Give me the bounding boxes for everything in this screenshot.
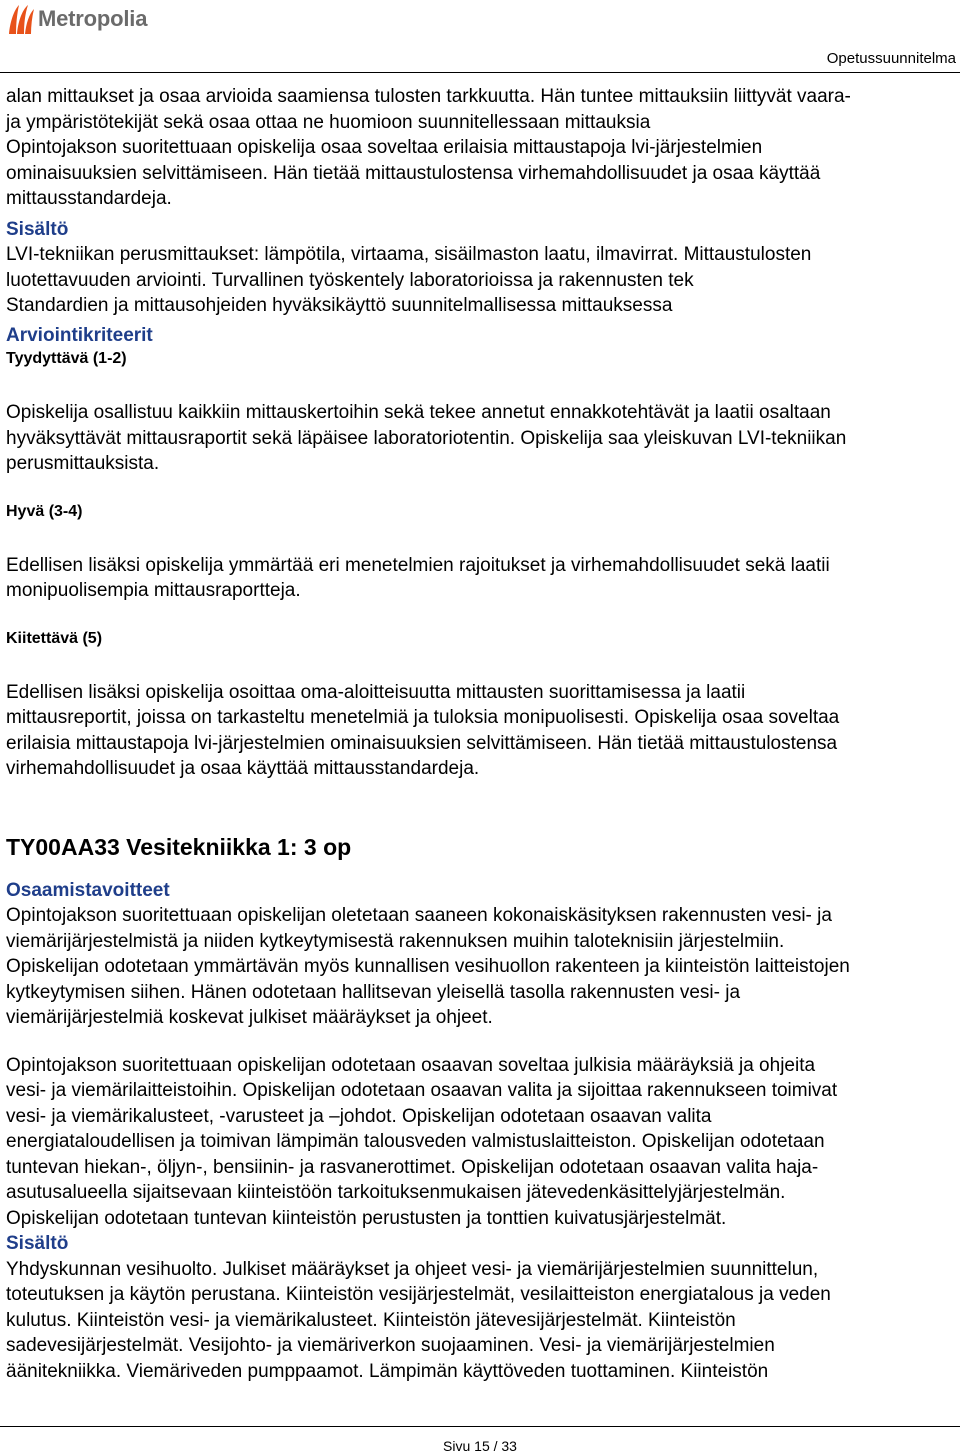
text-line: ominaisuuksien selvittämiseen. Hän tietää mittaustulostensa virhemahdollisuudet ja osaa käyttää: [6, 162, 821, 184]
text-line: Edellisen lisäksi opiskelija osoittaa oma-aloitteisuutta mittausten suorittamisessa ja laatii: [6, 681, 746, 703]
course-section: [6, 832, 956, 1385]
grade-label: Kiitettävä (5): [6, 629, 103, 647]
text-line: LVI-tekniikan perusmittaukset: lämpötila, virtaama, sisäilmaston laatu, ilmavirrat. Mittaustulosten: [6, 244, 812, 265]
course-title: TY00AA33 Vesitekniikka 1: 3 op: [6, 833, 352, 860]
text-line: sadevesijärjestelmät. Vesijohto- ja viemäriverkon suojaaminen. Vesi- ja viemärijärjestelmien: [6, 1335, 775, 1356]
text-line: vesi- ja viemärikalusteet, -varusteet ja –johdot. Opiskelijan odotetaan osaavan valita: [6, 1105, 712, 1127]
section-heading-arviointikriteerit: Arviointikriteerit: [6, 324, 153, 346]
text-line: kulutus. Kiinteistön vesi- ja viemärikalusteet. Kiinteistön jätevesijärjestelmät. Kiinteistön: [6, 1309, 736, 1331]
page-footer: [0, 1426, 960, 1454]
metropolia-logo-mark: [6, 2, 36, 36]
text-line: Edellisen lisäksi opiskelija ymmärtää eri menetelmien rajoitukset ja virhemahdollisuudet sekä laatii: [6, 554, 830, 576]
spacer: [6, 604, 956, 628]
text-line: Opintojakson suoritettuaan opiskelijan odotetaan osaavan soveltaa julkisia määräyksiä ja ohjeita: [6, 1054, 816, 1076]
text-line: toteutuksen ja käytön perustana. Kiinteistön vesijärjestelmät, vesilaitteiston energiatalous ja veden: [6, 1284, 831, 1305]
text-line: hyväksyttävät mittausraportit sekä läpäisee laboratoriotentin. Opiskelija saa yleiskuvan LVI-tekniikan: [6, 427, 847, 449]
text-line: monipuolisempia mittausraportteja.: [6, 580, 301, 601]
text-line: energiataloudellisen ja toimivan lämpimän talousveden valmistuslaitteiston. Opiskelijan odotetaan: [6, 1131, 825, 1152]
text-line: viemärijärjestelmiä koskevat julkiset määräykset ja ohjeet.: [6, 1007, 493, 1028]
text-line: Opiskelijan odotetaan ymmärtävän myös kunnallisen vesihuollon rakenteen ja kiinteistön laitteistojen: [6, 956, 850, 977]
text-line: Opintojakson suoritettuaan opiskelija osaa soveltaa erilaisia mittaustapoja lvi-järjestelmien: [6, 137, 763, 158]
page-number: Sivu 15 / 33: [443, 1438, 517, 1454]
page-body: [6, 84, 956, 1384]
metropolia-logo: [6, 2, 147, 36]
spacer: [6, 1031, 956, 1053]
spacer: [6, 523, 956, 553]
header-divider: [0, 72, 960, 73]
text-line: mittausreportit, joissa on tarkasteltu menetelmiä ja tuloksia monipuolisesti. Opiskelija osaa soveltaa: [6, 707, 840, 728]
text-line: erilaisia mittaustapoja lvi-järjestelmien ominaisuuksien selvittämiseen. Hän tietää mittaustulostensa: [6, 732, 838, 754]
previous-course-section: [6, 84, 956, 782]
text-line: Standardien ja mittausohjeiden hyväksikäyttö suunnitelmallisessa mittauksessa: [6, 295, 673, 316]
section-heading-osaamistavoitteet: Osaamistavoitteet: [6, 879, 170, 901]
grade-label: Tyydyttävä (1-2): [6, 350, 127, 367]
text-line: mittausstandardeja.: [6, 188, 172, 209]
text-line: asutusalueella sijaitsevaan kiinteistöön tarkoituksenmukaisen jätevedenkäsittelyjärjestelmän.: [6, 1182, 786, 1203]
page-header: [0, 0, 960, 74]
text-line: tuntevan hiekan-, öljyn-, bensiinin- ja rasvanerottimet. Opiskelijan odotetaan osaavan valita haja-: [6, 1156, 819, 1178]
grade-label: Hyvä (3-4): [6, 502, 83, 520]
text-line: alan mittaukset ja osaa arvioida saamiensa tulosten tarkkuutta. Hän tuntee mittauksiin liittyvät vaara-: [6, 86, 851, 107]
text-line: kytkeytymisen siihen. Hänen odotetaan hallitsevan yleisellä tasolla rakennusten vesi- ja: [6, 981, 741, 1003]
document-type-label: Opetussuunnitelma: [826, 50, 956, 67]
logo-text: Metropolia: [38, 6, 148, 31]
text-line: Opiskelijan odotetaan tuntevan kiinteistön perustusten ja tonttien kuivatusjärjestelmät.: [6, 1207, 727, 1229]
text-line: virhemahdollisuudet ja osaa käyttää mittausstandardeja.: [6, 758, 480, 779]
text-line: perusmittauksista.: [6, 453, 160, 474]
text-line: ja ympäristötekijät sekä osaa ottaa ne huomioon suunnitellessaan mittauksia: [6, 111, 651, 133]
text-line: äänitekniikka. Viemäriveden pumppaamot. Lämpimän käyttöveden tuottaminen. Kiinteistön: [6, 1360, 769, 1382]
section-heading-sisalto: Sisältö: [6, 1233, 69, 1254]
spacer: [6, 370, 956, 400]
text-line: luotettavuuden arviointi. Turvallinen työskentely laboratorioissa ja rakennusten tek: [6, 269, 694, 291]
text-line: viemärijärjestelmistä ja niiden kytkeytymisestä rakennuksen muihin taloteknisiin järjestelmiin.: [6, 930, 785, 952]
text-line: Opintojakson suoritettuaan opiskelijan oletetaan saaneen kokonaiskäsityksen rakennusten vesi- ja: [6, 905, 832, 926]
text-line: Yhdyskunnan vesihuolto. Julkiset määräykset ja ohjeet vesi- ja viemärijärjestelmien suunnittelun,: [6, 1258, 819, 1280]
spacer: [6, 650, 956, 680]
spacer: [6, 477, 956, 501]
section-heading-sisalto: Sisältö: [6, 218, 69, 240]
text-line: Opiskelija osallistuu kaikkiin mittauskertoihin sekä tekee annetut ennakkotehtävät ja laatii osaltaan: [6, 402, 831, 423]
footer-divider: [0, 1426, 960, 1427]
text-line: vesi- ja viemärilaitteistoihin. Opiskelijan odotetaan osaavan valita ja sijoittaa rakennukseen toimivat: [6, 1080, 838, 1101]
